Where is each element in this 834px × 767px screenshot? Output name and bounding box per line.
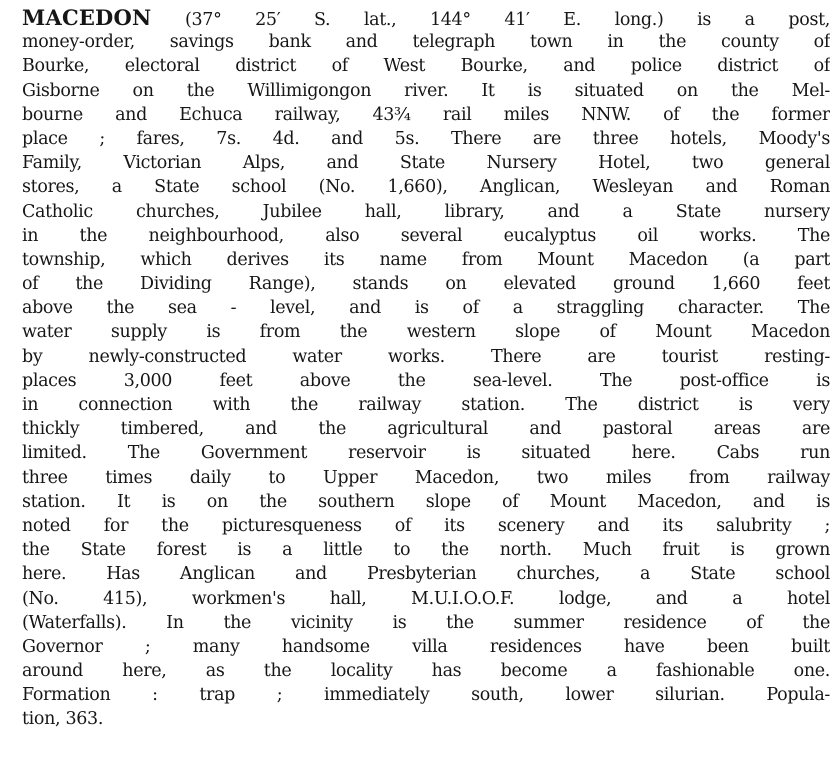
entry-line: in the neighbourhood, also several eucalyptus oil works. The [22,225,830,246]
entry-line: here. Has Anglican and Presbyterian churches, a State school [22,564,830,585]
entry-line: Gisborne on the Willimigongon river. It is situated on the Mel- [22,80,830,101]
entry-line: station. It is on the southern slope of Mount Macedon, and is [22,491,830,512]
entry-line: in connection with the railway station. The district is very [22,395,830,415]
entry-line: bourne and Echuca railway, 43¾ rail miles NNW. of the former [22,104,830,125]
entry-line: by newly-constructed water works. There are tourist resting- [22,346,830,367]
entry-line: Family, Victorian Alps, and State Nursery Hotel, two general [22,153,830,174]
entry-line: place ; fares, 7s. 4d. and 5s. There are three hotels, Moody's [22,128,830,149]
gazetteer-entry-macedon [22,6,830,732]
entry-line: places 3,000 feet above the sea-level. The post-office is [22,370,830,391]
entry-line: Formation : trap ; immediately south, lower silurian. Popula- [22,685,830,706]
entry-line: limited. The Government reservoir is situated here. Cabs run [22,443,830,464]
entry-line [22,6,830,30]
entry-line: three times daily to Upper Macedon, two miles from railway [22,467,830,488]
entry-line: of the Dividing Range), stands on elevated ground 1,660 feet [22,274,830,295]
entry-line: township, which derives its name from Mount Macedon (a part [22,249,830,270]
entry-first-line-text: (37° 25′ S. lat., 144° 41′ E. long.) is a post, [151,10,830,30]
entry-line: tion, 363. [22,709,104,730]
entry-line: (No. 415), workmen's hall, M.U.I.O.O.F. lodge, and a hotel [22,588,830,609]
entry-line: the State forest is a little to the north. Much fruit is grown [22,540,830,561]
entry-line: stores, a State school (No. 1,660), Anglican, Wesleyan and Roman [22,177,830,198]
entry-line: thickly timbered, and the agricultural and pastoral areas are [22,419,830,440]
entry-line: above the sea - level, and is of a straggling character. The [22,298,830,319]
entry-line: Catholic churches, Jubilee hall, library, and a State nursery [22,201,830,222]
entry-line: water supply is from the western slope of Mount Macedon [22,322,830,343]
entry-headword: MACEDON [22,6,152,30]
entry-line: noted for the picturesqueness of its scenery and its salubrity ; [22,515,830,536]
entry-line: (Waterfalls). In the vicinity is the summer residence of the [22,612,830,633]
entry-line: money-order, savings bank and telegraph town in the county of [22,32,830,53]
entry-line: Governor ; many handsome villa residences have been built [22,636,830,657]
entry-line: around here, as the locality has become a fashionable one. [22,661,830,682]
entry-line: Bourke, electoral district of West Bourke, and police district of [22,56,830,77]
